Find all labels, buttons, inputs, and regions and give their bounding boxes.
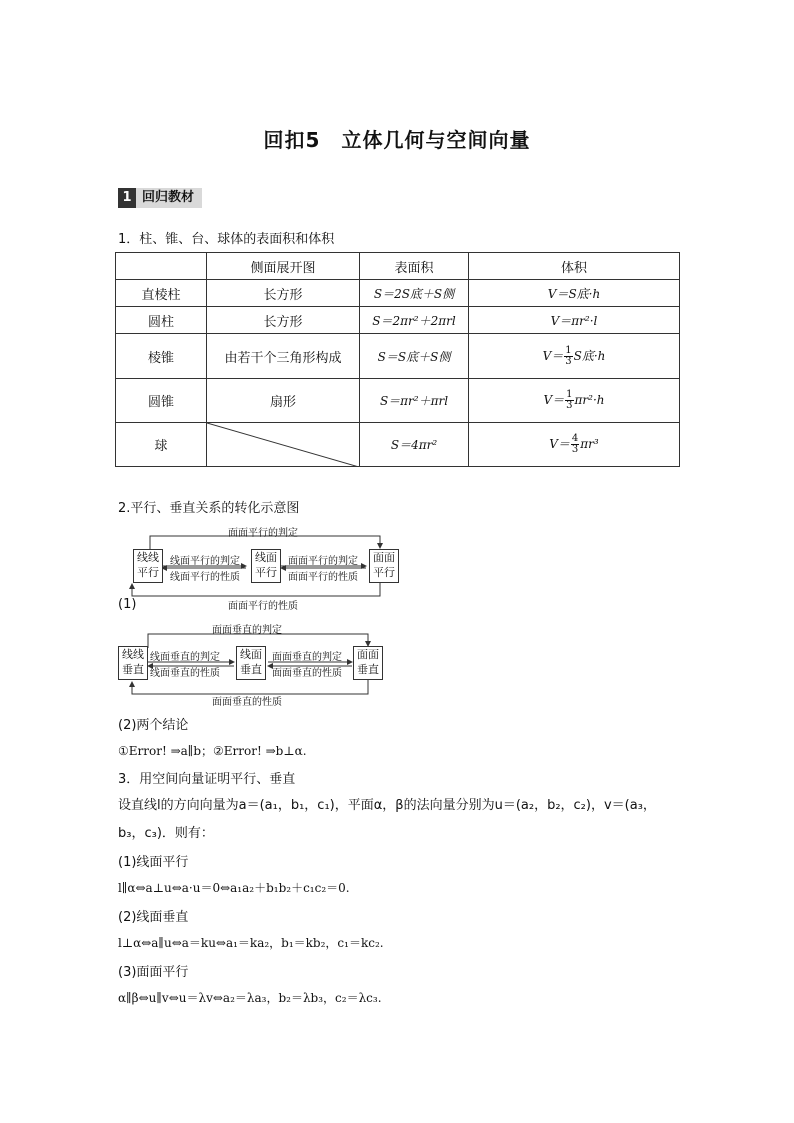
section-number: 1 [118,188,136,208]
diagram1-left-bottom: 线面平行的性质 [170,572,240,583]
section-label: 回归教材 [142,190,195,205]
row-volume [469,379,680,423]
row-area: S＝πr²＋πrl [360,379,469,423]
box-line-line-parallel: 线线 平行 [133,549,163,583]
diagram1-label: (1) [118,597,137,612]
row-area: S＝4πr² [360,423,469,467]
table-row [116,423,680,467]
row-name: 直棱柱 [116,280,207,307]
volume-suffix: πr²·h [574,393,605,407]
diagram2-top-label: 面面垂直的判定 [212,625,282,636]
subsection-3-formula: α∥β⇔u∥v⇔u＝λv⇔a₂＝λa₃，b₂＝λb₃，c₂＝λc₃. [118,991,382,1005]
subsection-3-title: (3)面面平行 [118,965,189,980]
volume-suffix: πr³ [580,437,599,451]
fraction-den: 3 [571,444,579,455]
table-header: 表面积 [360,253,469,280]
row-unfold: 长方形 [207,280,360,307]
row-unfold: 由若干个三角形构成 [207,334,360,379]
heading-3: 3．用空间向量证明平行、垂直 [118,772,296,787]
conclusions: ①Error! ⇒a∥b；②Error! ⇒b⊥α. [118,744,307,758]
row-volume: V＝πr²·l [469,307,680,334]
row-area: S＝S底＋S侧 [360,334,469,379]
box-line-plane-parallel: 线面 平行 [251,549,281,583]
diagram2-left-bottom: 线面垂直的性质 [150,668,220,679]
diagram2-right-top: 面面垂直的判定 [272,652,342,663]
fraction-den: 3 [565,355,572,367]
table-row [116,280,680,307]
fraction [564,346,572,367]
table-header: 侧面展开图 [207,253,360,280]
diagram2-right-bottom: 面面垂直的性质 [272,668,342,679]
paragraph-3b: b₃，c₃)．则有： [118,826,214,841]
row-area: S＝2S底＋S侧 [360,280,469,307]
section-badge [118,188,202,208]
table-row [116,307,680,334]
subsection-2-title: (2)线面垂直 [118,910,189,925]
table-row [116,379,680,423]
formula-table [115,252,680,467]
conclusions-title: (2)两个结论 [118,718,189,733]
fraction-num: 1 [565,344,572,356]
row-volume [469,334,680,379]
row-name: 棱锥 [116,334,207,379]
page-title: 回扣5 立体几何与空间向量 [263,128,531,152]
subsection-1-formula: l∥α⇔a⊥u⇔a·u＝0⇔a₁a₂＋b₁b₂＋c₁c₂＝0. [118,881,350,895]
row-name: 圆锥 [116,379,207,423]
row-area: S＝2πr²＋2πrl [360,307,469,334]
table-header [116,253,207,280]
paragraph-3a: 设直线l的方向向量为a＝(a₁，b₁，c₁)，平面α，β的法向量分别为u＝(a₂，b₂，c₂)，v＝(a₃， [118,798,656,813]
fraction-num: 4 [571,433,579,444]
volume-suffix: S底·h [573,348,606,363]
heading-2: 2.平行、垂直关系的转化示意图 [118,501,300,516]
diagram1-right-top: 面面平行的判定 [288,556,358,567]
heading-1: 1．柱、锥、台、球体的表面积和体积 [118,232,335,247]
diagram1-right-bottom: 面面平行的性质 [288,572,358,583]
fraction [571,434,579,455]
diagram1-top-label: 面面平行的判定 [228,528,298,539]
row-name: 球 [116,423,207,467]
row-unfold: 长方形 [207,307,360,334]
row-name: 圆柱 [116,307,207,334]
volume-prefix: V＝ [543,393,565,407]
subsection-1-title: (1)线面平行 [118,855,189,870]
volume-prefix: V＝ [549,437,570,451]
box-plane-plane-perp: 面面 垂直 [353,646,383,680]
diagram2-bottom-label: 面面垂直的性质 [212,697,282,708]
row-volume: V＝S底·h [469,280,680,307]
box-line-line-perp: 线线 垂直 [118,646,148,680]
box-line-plane-perp: 线面 垂直 [236,646,266,680]
fraction [565,390,573,411]
fraction-num: 1 [566,389,573,400]
row-unfold: 扇形 [207,379,360,423]
volume-prefix: V＝ [542,348,564,363]
row-unfold-empty [207,423,360,467]
fraction-den: 3 [566,400,573,411]
row-volume [469,423,680,467]
table-row [116,334,680,379]
diagram1-left-top: 线面平行的判定 [170,556,240,567]
box-plane-plane-parallel: 面面 平行 [369,549,399,583]
table-header: 体积 [469,253,680,280]
diagram1-bottom-label: 面面平行的性质 [228,601,298,612]
subsection-2-formula: l⊥α⇔a∥u⇔a＝ku⇔a₁＝ka₂，b₁＝kb₂，c₁＝kc₂. [118,936,384,950]
table-header-row [116,253,680,280]
diagram2-left-top: 线面垂直的判定 [150,652,220,663]
diagonal-line [207,423,359,467]
